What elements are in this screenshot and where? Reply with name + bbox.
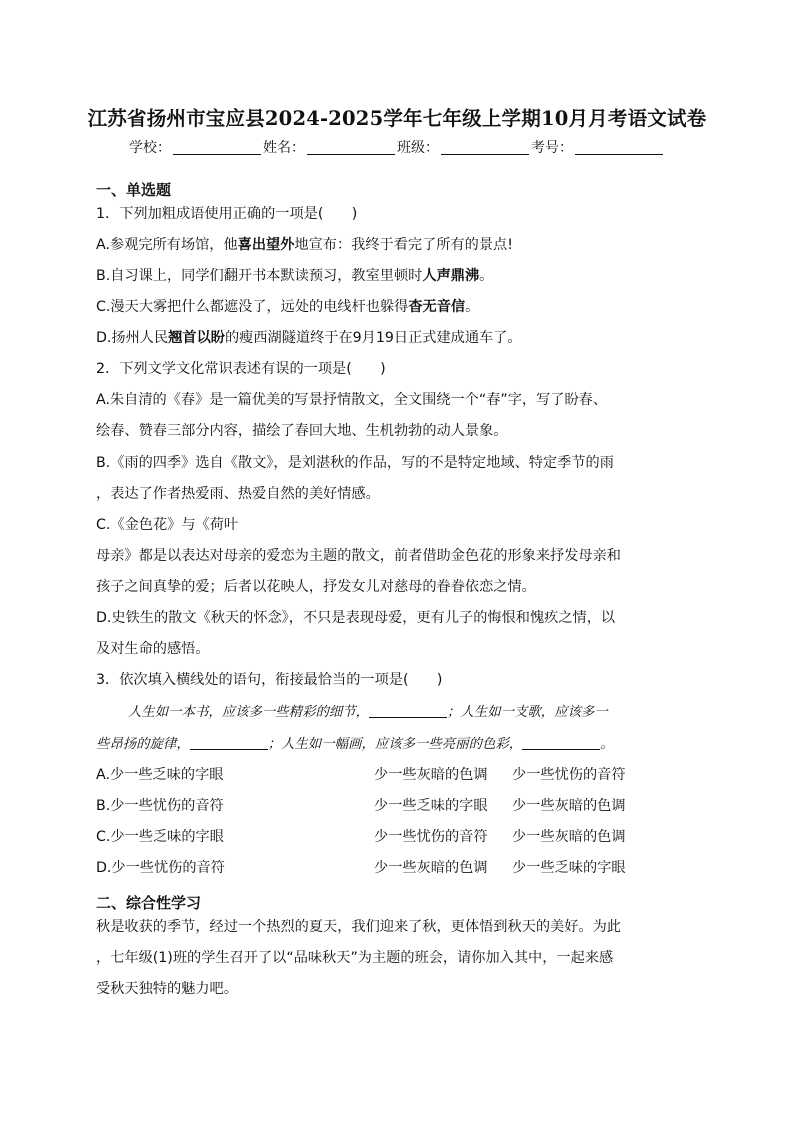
q1-c-post: 。 (465, 299, 480, 315)
q3-b-part1: B.少一些忧伤的音符 (96, 798, 224, 814)
q2-option-c-line1: C.《金色花》与《荷叶 (96, 517, 239, 533)
q3-c-part2: 少一些忧伤的音符 (374, 829, 488, 845)
q3-a-part2: 少一些灰暗的色调 (374, 767, 488, 783)
q3-blank-1[interactable] (369, 704, 447, 718)
q2-option-a-line1: A.朱自清的《春》是一篇优美的写景抒情散文，全文围绕一个“春”字，写了盼春、 (96, 392, 608, 408)
q1-d-post: 的瘦西湖隧道终于在9月19日正式建成通车了。 (224, 330, 522, 346)
q1-option-d (96, 328, 706, 348)
q3-passage-2c: 。 (600, 737, 614, 752)
q1-b-pre: B.自习课上，同学们翻开书本默读预习，教室里顿时 (96, 268, 423, 284)
q3-d-part2: 少一些灰暗的色调 (374, 860, 488, 876)
q3-passage-1b: ；人生如一支歌，应该多一 (447, 705, 608, 720)
q3-blank-3[interactable] (522, 736, 600, 750)
q2-option-c-line3: 孩子之间真挚的爱；后者以花映人，抒发女儿对慈母的眷眷依恋之情。 (96, 579, 536, 595)
q1-d-idiom: 翘首以盼 (168, 330, 225, 346)
q2-option-d-line2: 及对生命的感悟。 (96, 641, 210, 657)
student-info-line (0, 137, 794, 157)
q3-d-part3: 少一些乏味的字眼 (512, 860, 626, 876)
section-heading-1: 一、单选题 (96, 181, 172, 199)
q2-option-b-line2: ，表达了作者热爱雨、热爱自然的美好情感。 (96, 486, 380, 502)
q3-passage-2b: ；人生如一幅画，应该多一些亮丽的色彩， (267, 737, 523, 752)
q3-c-part3: 少一些灰暗的色调 (512, 829, 626, 845)
q1-option-a (96, 235, 706, 255)
q1-a-pre: A.参观完所有场馆，他 (96, 237, 238, 253)
q1-stem: 1．下列加粗成语使用正确的一项是( ) (96, 206, 358, 222)
section-heading-2: 二、综合性学习 (96, 894, 202, 912)
exam-number-blank[interactable] (575, 140, 663, 155)
q2-option-a-line2: 绘春、赞春三部分内容，描绘了春回大地、生机勃勃的动人景象。 (96, 423, 508, 439)
q3-blank-2[interactable] (190, 736, 268, 750)
q3-passage-line2 (96, 735, 706, 755)
q1-c-idiom: 杳无音信 (408, 299, 466, 315)
q3-a-part1: A.少一些乏味的字眼 (96, 767, 224, 783)
name-blank[interactable] (307, 140, 395, 155)
q1-d-pre: D.扬州人民 (96, 330, 169, 346)
section2-text-line2: ，七年级(1)班的学生召开了以“品味秋天”为主题的班会，请你加入其中，一起来感 (96, 950, 614, 966)
q1-option-c (96, 297, 706, 317)
school-label: 学校： (129, 140, 171, 156)
section2-text-line3: 受秋天独特的魅力吧。 (96, 981, 238, 997)
q1-b-idiom: 人声鼎沸 (422, 268, 480, 284)
q3-stem: 3．依次填入横线处的语句，衔接最恰当的一项是( ) (96, 672, 443, 688)
q2-stem: 2．下列文学文化常识表述有误的一项是( ) (96, 361, 386, 377)
q3-d-part1: D.少一些忧伤的音符 (96, 860, 225, 876)
section2-text-line1: 秋是收获的季节，经过一个热烈的夏天，我们迎来了秋，更体悟到秋天的美好。为此 (96, 919, 621, 935)
q2-option-b-line1: B.《雨的四季》选自《散文》，是刘湛秋的作品，写的不是特定地域、特定季节的雨 (96, 455, 614, 471)
exam-title: 江苏省扬州市宝应县2024-2025学年七年级上学期10月月考语文试卷 (87, 107, 707, 130)
q2-option-d-line1: D.史铁生的散文《秋天的怀念》，不只是表现母爱，更有儿子的悔恨和愧疚之情，以 (96, 610, 616, 626)
class-label: 班级： (397, 140, 439, 156)
name-label: 姓名： (263, 140, 305, 156)
school-blank[interactable] (173, 140, 261, 155)
q1-c-pre: C.漫天大雾把什么都遮没了，远处的电线杆也躲得 (96, 299, 409, 315)
class-blank[interactable] (441, 140, 529, 155)
q1-b-post: 。 (479, 268, 494, 284)
q3-passage-2a: 些昂扬的旋律， (96, 737, 190, 752)
q3-b-part3: 少一些灰暗的色调 (512, 798, 626, 814)
q1-a-idiom: 喜出望外 (237, 237, 295, 253)
q1-a-post: 地宣布：我终于看完了所有的景点! (294, 237, 513, 253)
q3-c-part1: C.少一些乏味的字眼 (96, 829, 224, 845)
q1-option-b (96, 266, 706, 286)
q3-passage-line1 (128, 703, 698, 723)
q3-a-part3: 少一些忧伤的音符 (512, 767, 626, 783)
q2-option-c-line2: 母亲》都是以表达对母亲的爱恋为主题的散文，前者借助金色花的形象来抒发母亲和 (96, 548, 621, 564)
q3-b-part2: 少一些乏味的字眼 (374, 798, 488, 814)
exam-number-label: 考号： (531, 140, 573, 156)
q3-passage-1a: 人生如一本书，应该多一些精彩的细节， (128, 705, 370, 720)
